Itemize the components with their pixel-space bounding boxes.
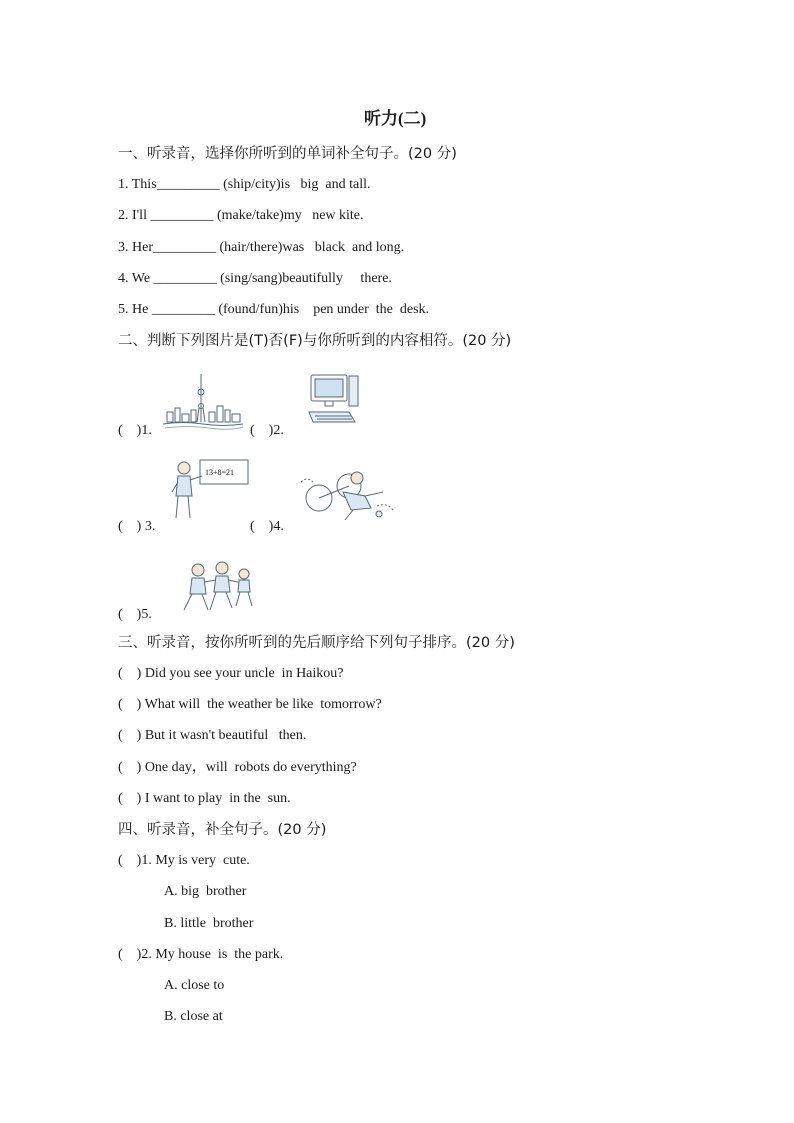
item-prefix: 3. Her (118, 240, 153, 255)
item-prefix: 2. I'll (118, 208, 151, 223)
question-1-option-b[interactable]: B. little brother (164, 916, 254, 931)
item-suffix: (ship/city)is big and tall. (219, 177, 371, 192)
section2-heading: 二、判断下列图片是(T)否(F)与你所听到的内容相符。(20 分) (118, 333, 512, 349)
children-running-icon (178, 560, 258, 616)
city-skyline-icon (163, 372, 245, 434)
item-suffix: (make/take)my new kite. (213, 208, 364, 223)
answer-blank[interactable]: _________ (153, 271, 217, 286)
item-prefix: 4. We (118, 271, 154, 286)
boy-fallen-bike-icon (297, 462, 397, 524)
computer-icon (305, 372, 361, 426)
answer-blank[interactable]: _________ (153, 240, 216, 255)
page-title: 听力(二) (364, 109, 427, 128)
fill-in-item-4 (118, 270, 392, 288)
item-suffix: (sing/sang)beautifully there. (216, 271, 392, 286)
item-suffix: (hair/there)was black and long. (216, 240, 405, 255)
item-prefix: 1. This (118, 177, 157, 192)
picture-item-3-label[interactable]: ( ) 3. (118, 519, 156, 534)
answer-blank[interactable]: _________ (151, 302, 215, 317)
fill-in-item-2 (118, 207, 364, 225)
answer-blank[interactable]: _________ (150, 208, 214, 223)
question-2-option-b[interactable]: B. close at (164, 1009, 223, 1024)
question-1-stem[interactable]: ( )1. My is very cute. (118, 853, 250, 868)
student-at-blackboard-icon (170, 458, 250, 520)
picture-item-5-label[interactable]: ( )5. (118, 607, 152, 622)
item-prefix: 5. He (118, 302, 152, 317)
ordering-item-4[interactable]: ( ) One day，will robots do everything? (118, 760, 357, 775)
picture-item-2-label[interactable]: ( )2. (250, 423, 284, 438)
question-2-stem[interactable]: ( )2. My house is the park. (118, 947, 284, 962)
section4-heading: 四、听录音，补全句子。(20 分) (118, 822, 327, 838)
fill-in-item-1 (118, 176, 371, 194)
picture-item-4-label[interactable]: ( )4. (250, 519, 284, 534)
fill-in-item-5 (118, 301, 429, 319)
section1-heading: 一、听录音，选择你所听到的单词补全句子。(20 分) (118, 146, 457, 162)
ordering-item-2[interactable]: ( ) What will the weather be like tomorrow? (118, 697, 382, 712)
question-2-option-a[interactable]: A. close to (164, 978, 225, 993)
ordering-item-3[interactable]: ( ) But it wasn't beautiful then. (118, 728, 307, 743)
item-suffix: (found/fun)his pen under the desk. (214, 302, 430, 317)
answer-blank[interactable]: _________ (156, 177, 220, 192)
ordering-item-5[interactable]: ( ) I want to play in the sun. (118, 791, 291, 806)
picture-item-1-label[interactable]: ( )1. (118, 423, 152, 438)
ordering-item-1[interactable]: ( ) Did you see your uncle in Haikou? (118, 666, 344, 681)
section3-heading: 三、听录音，按你所听到的先后顺序给下列句子排序。(20 分) (118, 635, 515, 651)
question-1-option-a[interactable]: A. big brother (164, 884, 247, 899)
blackboard-text: 13+8=21 (205, 468, 235, 477)
fill-in-item-3 (118, 239, 404, 257)
